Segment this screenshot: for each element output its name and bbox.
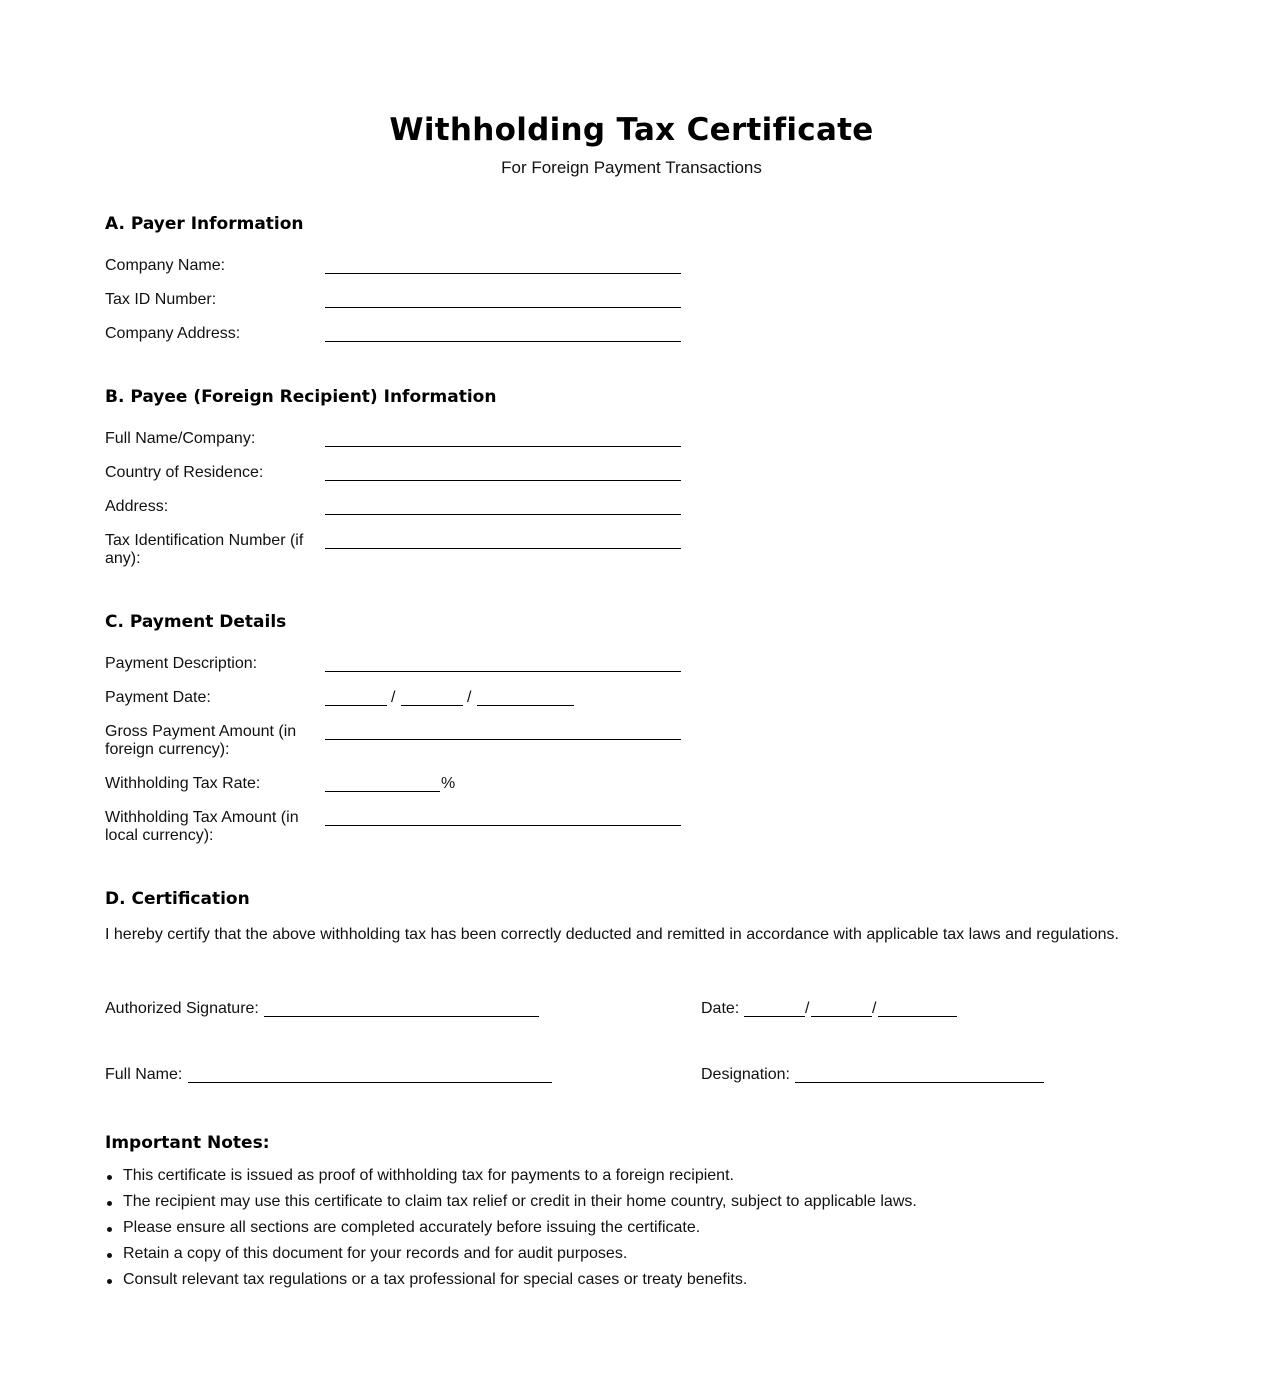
bullet-icon: [107, 1175, 112, 1180]
country-label: Country of Residence:: [105, 464, 264, 481]
gross-amount-label: Gross Payment Amount (in foreign currency):: [105, 723, 297, 758]
payment-date-day-field[interactable]: [325, 705, 387, 706]
country-field[interactable]: [325, 480, 681, 481]
payee-name-field[interactable]: [325, 446, 681, 447]
date-separator: /: [391, 689, 396, 706]
note-item: Retain a copy of this document for your records and for audit purposes.: [123, 1245, 628, 1262]
notes-title: Important Notes:: [105, 1133, 270, 1153]
note-item: Please ensure all sections are completed accurately before issuing the certificate.: [123, 1219, 701, 1236]
tax-amount-field[interactable]: [325, 825, 681, 826]
tax-id-label: Tax ID Number:: [105, 291, 217, 308]
date-separator: /: [467, 689, 472, 706]
cert-date-day-field[interactable]: [744, 1016, 805, 1017]
payee-tin-field[interactable]: [325, 548, 681, 549]
company-name-field[interactable]: [325, 273, 681, 274]
note-item: This certificate is issued as proof of withholding tax for payments to a foreign recipient.: [123, 1167, 734, 1184]
payment-date-month-field[interactable]: [401, 705, 463, 706]
company-address-field[interactable]: [325, 341, 681, 342]
cert-date-year-field[interactable]: [878, 1016, 957, 1017]
company-address-label: Company Address:: [105, 325, 241, 342]
section-a-title: A. Payer Information: [105, 214, 304, 234]
note-item: Consult relevant tax regulations or a tax professional for special cases or treaty benefits.: [123, 1271, 748, 1288]
payment-date-label: Payment Date:: [105, 689, 211, 706]
payee-address-field[interactable]: [325, 514, 681, 515]
document-subtitle: For Foreign Payment Transactions: [501, 158, 762, 177]
payee-tin-label: Tax Identification Number (if any):: [105, 532, 304, 567]
section-c-title: C. Payment Details: [105, 612, 287, 632]
section-d-title: D. Certification: [105, 889, 250, 909]
tax-rate-label: Withholding Tax Rate:: [105, 775, 261, 792]
cert-date-month-field[interactable]: [811, 1016, 872, 1017]
designation-label: Designation:: [701, 1066, 790, 1083]
date-separator: /: [872, 1000, 877, 1017]
payment-date-year-field[interactable]: [477, 705, 574, 706]
tax-id-field[interactable]: [325, 307, 681, 308]
bullet-icon: [107, 1279, 112, 1284]
percent-symbol: %: [441, 775, 456, 792]
designation-field[interactable]: [795, 1082, 1044, 1083]
signature-label: Authorized Signature:: [105, 1000, 259, 1017]
full-name-label: Full Name:: [105, 1066, 183, 1083]
bullet-icon: [107, 1201, 112, 1206]
document-title: Withholding Tax Certificate: [389, 112, 874, 148]
tax-rate-field[interactable]: [325, 791, 440, 792]
gross-amount-field[interactable]: [325, 739, 681, 740]
bullet-icon: [107, 1253, 112, 1258]
bullet-icon: [107, 1227, 112, 1232]
date-separator: /: [805, 1000, 810, 1017]
company-name-label: Company Name:: [105, 257, 226, 274]
payee-name-label: Full Name/Company:: [105, 430, 256, 447]
payee-address-label: Address:: [105, 498, 169, 515]
section-b-title: B. Payee (Foreign Recipient) Information: [105, 387, 497, 407]
payment-description-field[interactable]: [325, 671, 681, 672]
note-item: The recipient may use this certificate to claim tax relief or credit in their home country, subject to applicable laws.: [123, 1193, 917, 1210]
certification-statement: I hereby certify that the above withholding tax has been correctly deducted and remitted in accordance with applicable tax laws and regulations.: [105, 926, 1119, 943]
tax-amount-label: Withholding Tax Amount (in local currency):: [105, 809, 299, 844]
full-name-field[interactable]: [188, 1082, 552, 1083]
payment-description-label: Payment Description:: [105, 655, 258, 672]
signature-field[interactable]: [264, 1016, 539, 1017]
certification-date-label: Date:: [701, 1000, 740, 1017]
